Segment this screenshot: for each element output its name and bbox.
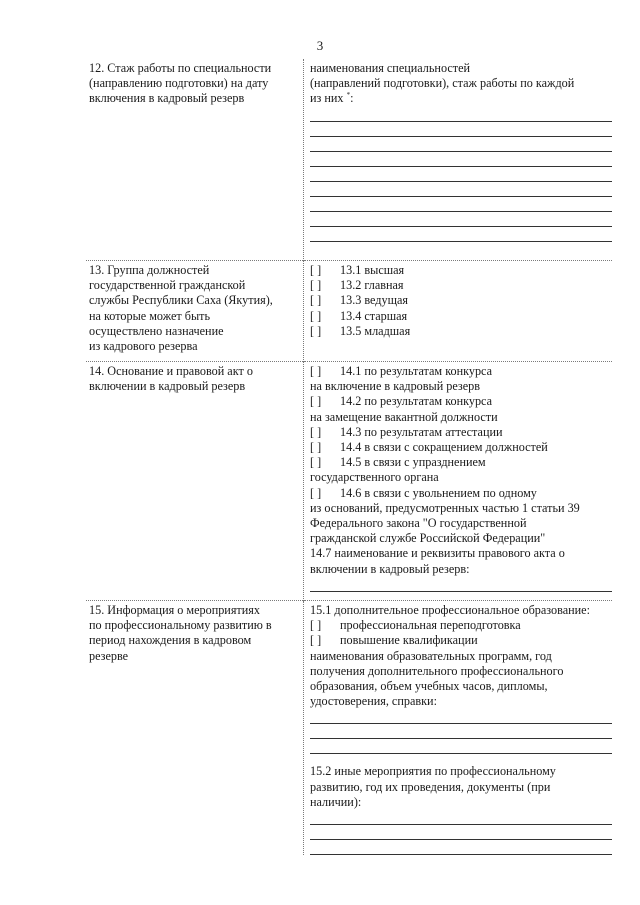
- checkbox[interactable]: [ ]: [310, 308, 322, 323]
- row-14-value: [ ] 14.1 по результатам конкурса на включение в кадровый резерв [ ] 14.2 по результатам конкурса на замещение вакантной должности [ ] 14.3 по результатам аттестации [ ] 14.4 в связи с сокращением должностей [ ] 14.5 в связи с упразднением государственного органа [ ] 14.6 в связи с увольнением по одному из оснований, предусмотренных частью 1 статьи 39 Федерального закона "О государственной гражданской службе Российской Федерации" 14.7 наименование и реквизиты правового акта о включении в кадровый резерв:: [304, 362, 613, 601]
- reserve-form-table: [86, 59, 612, 855]
- fill-line[interactable]: [310, 182, 612, 197]
- fill-line[interactable]: [310, 152, 612, 167]
- option-14-5[interactable]: [ ] 14.5 в связи с упразднением: [310, 455, 486, 470]
- fill-line[interactable]: [310, 137, 612, 152]
- checkbox[interactable]: [ ]: [310, 323, 322, 338]
- option-14-2[interactable]: [ ] 14.2 по результатам конкурса: [310, 394, 493, 409]
- row-12-label: 12. Стаж работы по специальности (направлению подготовки) на дату включения в кадровый резерв: [89, 61, 272, 106]
- fill-line[interactable]: [310, 122, 612, 137]
- checkbox[interactable]: [ ]: [310, 424, 322, 439]
- row-15: [86, 601, 612, 856]
- option-14-3[interactable]: [ ] 14.3 по результатам аттестации: [310, 424, 503, 439]
- page-number: 3: [316, 38, 324, 53]
- fill-line[interactable]: [310, 212, 612, 227]
- fill-line[interactable]: [310, 810, 612, 825]
- fill-line[interactable]: [310, 167, 612, 182]
- option-14-4[interactable]: [ ] 14.4 в связи с сокращением должностей: [310, 440, 548, 455]
- row-13-value: [304, 261, 613, 362]
- option-15-1-retraining[interactable]: [ ] профессиональная переподготовка: [310, 618, 521, 633]
- option-13-1[interactable]: [ ] 13.1 высшая: [310, 263, 405, 277]
- row-12: [86, 59, 612, 261]
- checkbox[interactable]: [ ]: [310, 618, 322, 633]
- fill-line[interactable]: [310, 840, 612, 855]
- row-14: [86, 362, 612, 601]
- checkbox[interactable]: [ ]: [310, 485, 322, 500]
- fill-line[interactable]: [310, 107, 612, 122]
- checkbox[interactable]: [ ]: [310, 278, 322, 293]
- fill-line[interactable]: [310, 197, 612, 212]
- option-14-1[interactable]: [ ] 14.1 по результатам конкурса: [310, 364, 493, 378]
- checkbox[interactable]: [ ]: [310, 364, 322, 378]
- footnote-mark: *: [346, 91, 351, 100]
- row-15-label: 15. Информация о мероприятиях по профессиональному развитию в период нахождения в кадровом резерве: [86, 601, 304, 856]
- row-14-label: 14. Основание и правовой акт о включении в кадровый резерв: [86, 362, 304, 601]
- fill-line[interactable]: [310, 577, 612, 592]
- checkbox[interactable]: [ ]: [310, 633, 322, 648]
- option-13-4[interactable]: [ ] 13.4 старшая: [310, 308, 408, 323]
- option-13-2[interactable]: [ ] 13.2 главная: [310, 278, 404, 293]
- row-13-label: 13. Группа должностей государственной гражданской службы Республики Саха (Якутия), на которые может быть осуществлено назначение из кадрового резерва: [86, 261, 304, 362]
- option-14-6[interactable]: [ ] 14.6 в связи с увольнением по одному: [310, 485, 537, 500]
- fill-line[interactable]: [310, 227, 612, 242]
- row-15-value: 15.1 дополнительное профессиональное образование: [ ] профессиональная переподготовка [ ] повышение квалификации наименования образовательных программ, год получения дополнительного профессионального образования, объем учебных часов, дипломы, удостоверения, справки: 15.2 иные мероприятия по профессиональному развитию, год их проведения, документы (при наличии):: [304, 601, 613, 856]
- option-13-3[interactable]: [ ] 13.3 ведущая: [310, 293, 409, 308]
- option-13-5[interactable]: [ ] 13.5 младшая: [310, 323, 411, 338]
- checkbox[interactable]: [ ]: [310, 293, 322, 308]
- fill-line[interactable]: [310, 709, 612, 724]
- fill-line[interactable]: [310, 739, 612, 754]
- row-13: [86, 261, 612, 362]
- checkbox[interactable]: [ ]: [310, 440, 322, 455]
- option-15-1-qualification[interactable]: [ ] повышение квалификации: [310, 633, 478, 648]
- fill-line[interactable]: [310, 825, 612, 840]
- row-12-value: наименования специальностей (направлений подготовки), стаж работы по каждой из них *:: [304, 59, 613, 261]
- fill-line[interactable]: [310, 724, 612, 739]
- checkbox[interactable]: [ ]: [310, 394, 322, 409]
- checkbox[interactable]: [ ]: [310, 263, 322, 277]
- checkbox[interactable]: [ ]: [310, 455, 322, 470]
